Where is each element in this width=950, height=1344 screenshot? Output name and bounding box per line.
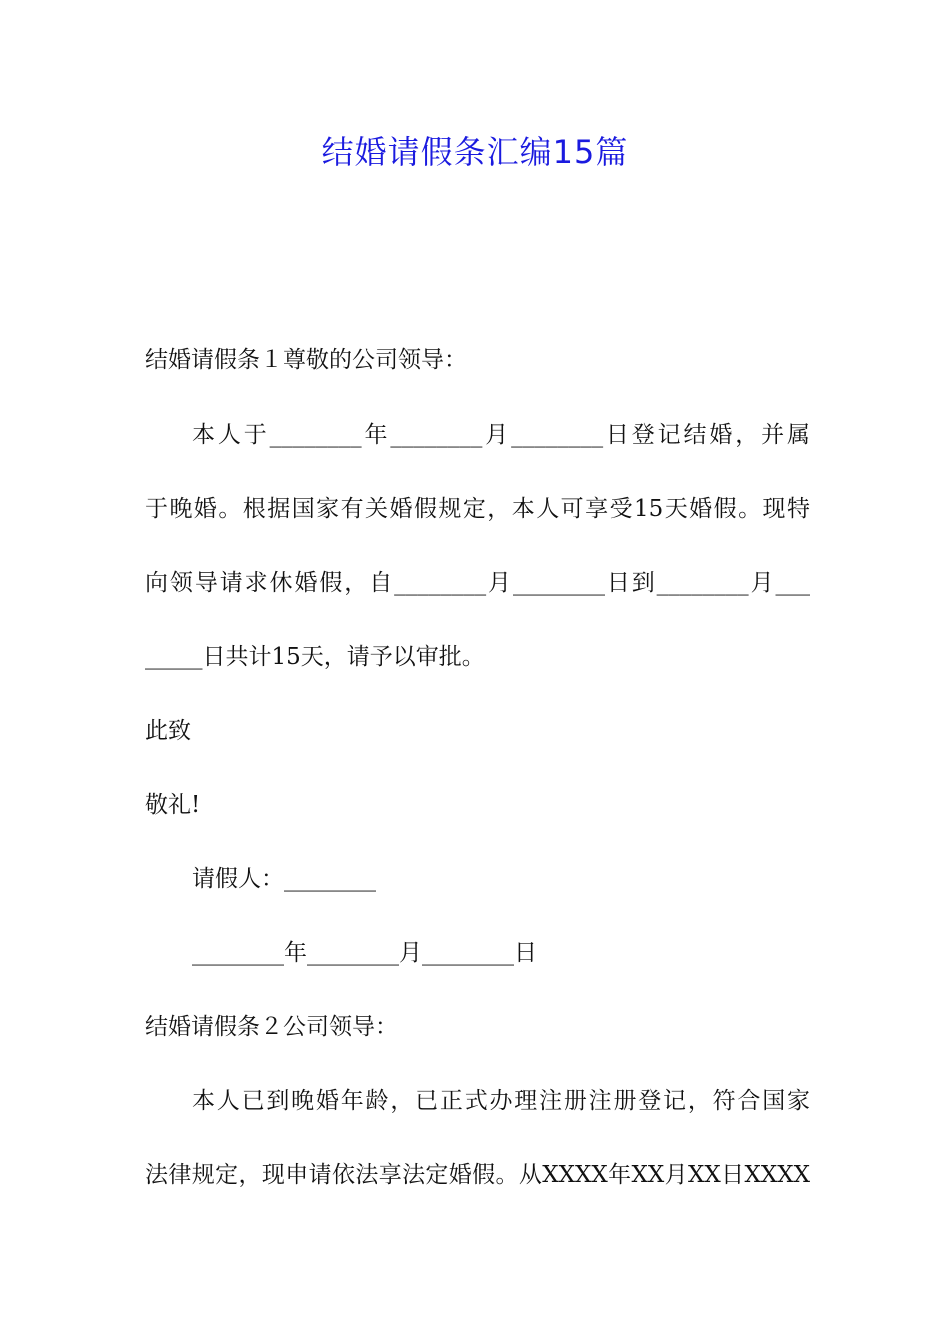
paragraph-line: 向领导请求休婚假，自________月________日到________月___ xyxy=(145,570,810,596)
closing-line: 此致 xyxy=(145,718,191,744)
paragraph-line: _____日共计15天，请予以审批。 xyxy=(145,644,485,670)
salutation-line: 敬礼! xyxy=(145,792,201,818)
paragraph-line: 于晚婚。根据国家有关婚假规定，本人可享受15天婚假。现特 xyxy=(145,496,810,522)
applicant-signature-line: 请假人：________ xyxy=(192,866,376,892)
date-line: ________年________月________日 xyxy=(192,940,537,966)
paragraph-line: 本人于________年________月________日登记结婚，并属 xyxy=(192,422,810,448)
document-title: 结婚请假条汇编15篇 xyxy=(321,133,629,171)
paragraph-line: 法律规定，现申请依法享法定婚假。从XXXX年XX月XX日XXXX xyxy=(145,1162,810,1188)
section-1-heading: 结婚请假条１尊敬的公司领导： xyxy=(145,347,467,373)
section-2-heading: 结婚请假条２公司领导： xyxy=(145,1014,398,1040)
paragraph-line: 本人已到晚婚年龄，已正式办理注册注册登记，符合国家 xyxy=(192,1088,810,1114)
